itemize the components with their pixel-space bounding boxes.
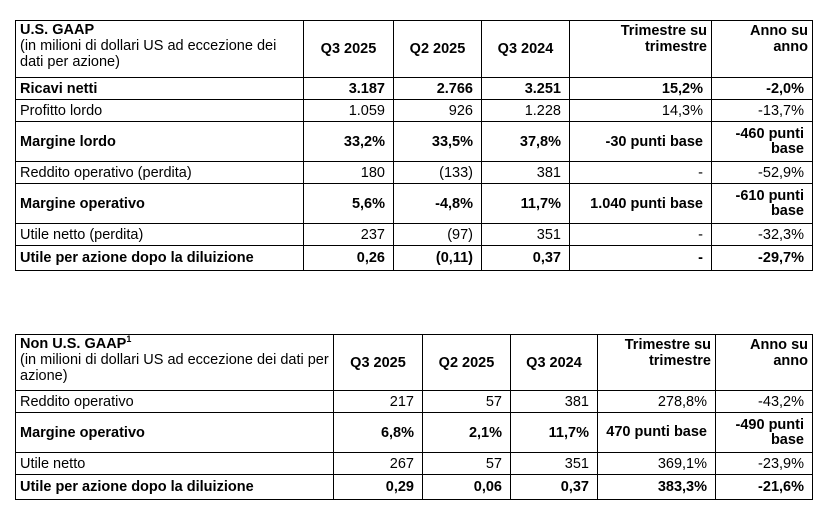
- cell-q3-2024: 0,37: [482, 246, 570, 271]
- nongaap-title: Non U.S. GAAP: [20, 336, 127, 352]
- cell-q3-2025: 217: [334, 391, 423, 413]
- cell-q3-2025: 1.059: [304, 100, 394, 122]
- table-row: [16, 246, 813, 271]
- gaap-table: [15, 20, 813, 271]
- cell-yoy: -13,7%: [712, 100, 813, 122]
- nongaap-col-yoy: Anno su anno: [716, 335, 813, 391]
- row-label: Utile netto (perdita): [16, 224, 304, 246]
- cell-q3-2024: 0,37: [511, 475, 598, 500]
- row-label: Utile per azione dopo la diluizione: [16, 475, 334, 500]
- cell-qoq: 14,3%: [570, 100, 712, 122]
- cell-yoy: -32,3%: [712, 224, 813, 246]
- gaap-header-label-cell: [16, 21, 304, 78]
- row-label: Margine operativo: [16, 184, 304, 224]
- table-row: [16, 122, 813, 162]
- cell-q2-2025: 33,5%: [394, 122, 482, 162]
- cell-qoq: 278,8%: [598, 391, 716, 413]
- gaap-title: U.S. GAAP: [20, 22, 95, 38]
- cell-q3-2024: 11,7%: [511, 413, 598, 453]
- cell-q3-2024: 381: [482, 162, 570, 184]
- gaap-col-q3-2024: Q3 2024: [482, 21, 570, 78]
- cell-qoq: 1.040 punti base: [570, 184, 712, 224]
- cell-q3-2024: 351: [482, 224, 570, 246]
- row-label: Ricavi netti: [16, 78, 304, 100]
- gaap-subtitle: (in milioni di dollari US ad eccezione dei dati per azione): [20, 38, 277, 70]
- cell-q3-2024: 11,7%: [482, 184, 570, 224]
- cell-qoq: 470 punti base: [598, 413, 716, 453]
- cell-q2-2025: (133): [394, 162, 482, 184]
- gaap-col-q3-2025: Q3 2025: [304, 21, 394, 78]
- cell-q3-2024: 1.228: [482, 100, 570, 122]
- cell-q3-2025: 6,8%: [334, 413, 423, 453]
- cell-qoq: -30 punti base: [570, 122, 712, 162]
- cell-q3-2024: 351: [511, 453, 598, 475]
- nongaap-subtitle: (in milioni di dollari US ad eccezione dei dati per azione): [20, 352, 329, 384]
- row-label: Utile netto: [16, 453, 334, 475]
- cell-yoy: -52,9%: [712, 162, 813, 184]
- cell-q3-2025: 3.187: [304, 78, 394, 100]
- row-label: Reddito operativo (perdita): [16, 162, 304, 184]
- row-label: Profitto lordo: [16, 100, 304, 122]
- cell-yoy: -23,9%: [716, 453, 813, 475]
- cell-q3-2024: 3.251: [482, 78, 570, 100]
- cell-qoq: -: [570, 224, 712, 246]
- cell-qoq: -: [570, 246, 712, 271]
- cell-yoy: -460 punti base: [712, 122, 813, 162]
- gaap-col-yoy: Anno su anno: [712, 21, 813, 78]
- gaap-col-qoq: Trimestre su trimestre: [570, 21, 712, 78]
- table-row: [16, 162, 813, 184]
- table-row: [16, 224, 813, 246]
- cell-yoy: -610 punti base: [712, 184, 813, 224]
- cell-q3-2024: 381: [511, 391, 598, 413]
- table-row: [16, 453, 813, 475]
- cell-q3-2025: 237: [304, 224, 394, 246]
- cell-yoy: -43,2%: [716, 391, 813, 413]
- cell-qoq: -: [570, 162, 712, 184]
- nongaap-col-q2-2025: Q2 2025: [423, 335, 511, 391]
- table-row: [16, 78, 813, 100]
- nongaap-title-wrap: [20, 336, 329, 352]
- nongaap-header-label-cell: [16, 335, 334, 391]
- nongaap-col-qoq: Trimestre su trimestre: [598, 335, 716, 391]
- cell-yoy: -490 punti base: [716, 413, 813, 453]
- cell-q2-2025: -4,8%: [394, 184, 482, 224]
- row-label: Reddito operativo: [16, 391, 334, 413]
- row-label: Margine lordo: [16, 122, 304, 162]
- cell-yoy: -21,6%: [716, 475, 813, 500]
- table-row: [16, 475, 813, 500]
- cell-q2-2025: 926: [394, 100, 482, 122]
- cell-q3-2025: 0,26: [304, 246, 394, 271]
- table-row: [16, 184, 813, 224]
- row-label: Utile per azione dopo la diluizione: [16, 246, 304, 271]
- nongaap-header-row: [16, 335, 813, 391]
- table-row: [16, 391, 813, 413]
- gaap-header-row: [16, 21, 813, 78]
- cell-q2-2025: 57: [423, 391, 511, 413]
- cell-q2-2025: 2,1%: [423, 413, 511, 453]
- cell-q3-2025: 5,6%: [304, 184, 394, 224]
- cell-q3-2024: 37,8%: [482, 122, 570, 162]
- cell-qoq: 383,3%: [598, 475, 716, 500]
- footnote-marker: 1: [126, 334, 132, 345]
- cell-yoy: -29,7%: [712, 246, 813, 271]
- cell-q3-2025: 33,2%: [304, 122, 394, 162]
- cell-q3-2025: 267: [334, 453, 423, 475]
- gaap-col-q2-2025: Q2 2025: [394, 21, 482, 78]
- cell-qoq: 369,1%: [598, 453, 716, 475]
- cell-q2-2025: 2.766: [394, 78, 482, 100]
- cell-q3-2025: 180: [304, 162, 394, 184]
- cell-yoy: -2,0%: [712, 78, 813, 100]
- table-row: [16, 413, 813, 453]
- nongaap-col-q3-2025: Q3 2025: [334, 335, 423, 391]
- cell-qoq: 15,2%: [570, 78, 712, 100]
- cell-q3-2025: 0,29: [334, 475, 423, 500]
- table-row: [16, 100, 813, 122]
- cell-q2-2025: 57: [423, 453, 511, 475]
- nongaap-col-q3-2024: Q3 2024: [511, 335, 598, 391]
- row-label: Margine operativo: [16, 413, 334, 453]
- nongaap-table: [15, 334, 813, 500]
- cell-q2-2025: 0,06: [423, 475, 511, 500]
- cell-q2-2025: (0,11): [394, 246, 482, 271]
- cell-q2-2025: (97): [394, 224, 482, 246]
